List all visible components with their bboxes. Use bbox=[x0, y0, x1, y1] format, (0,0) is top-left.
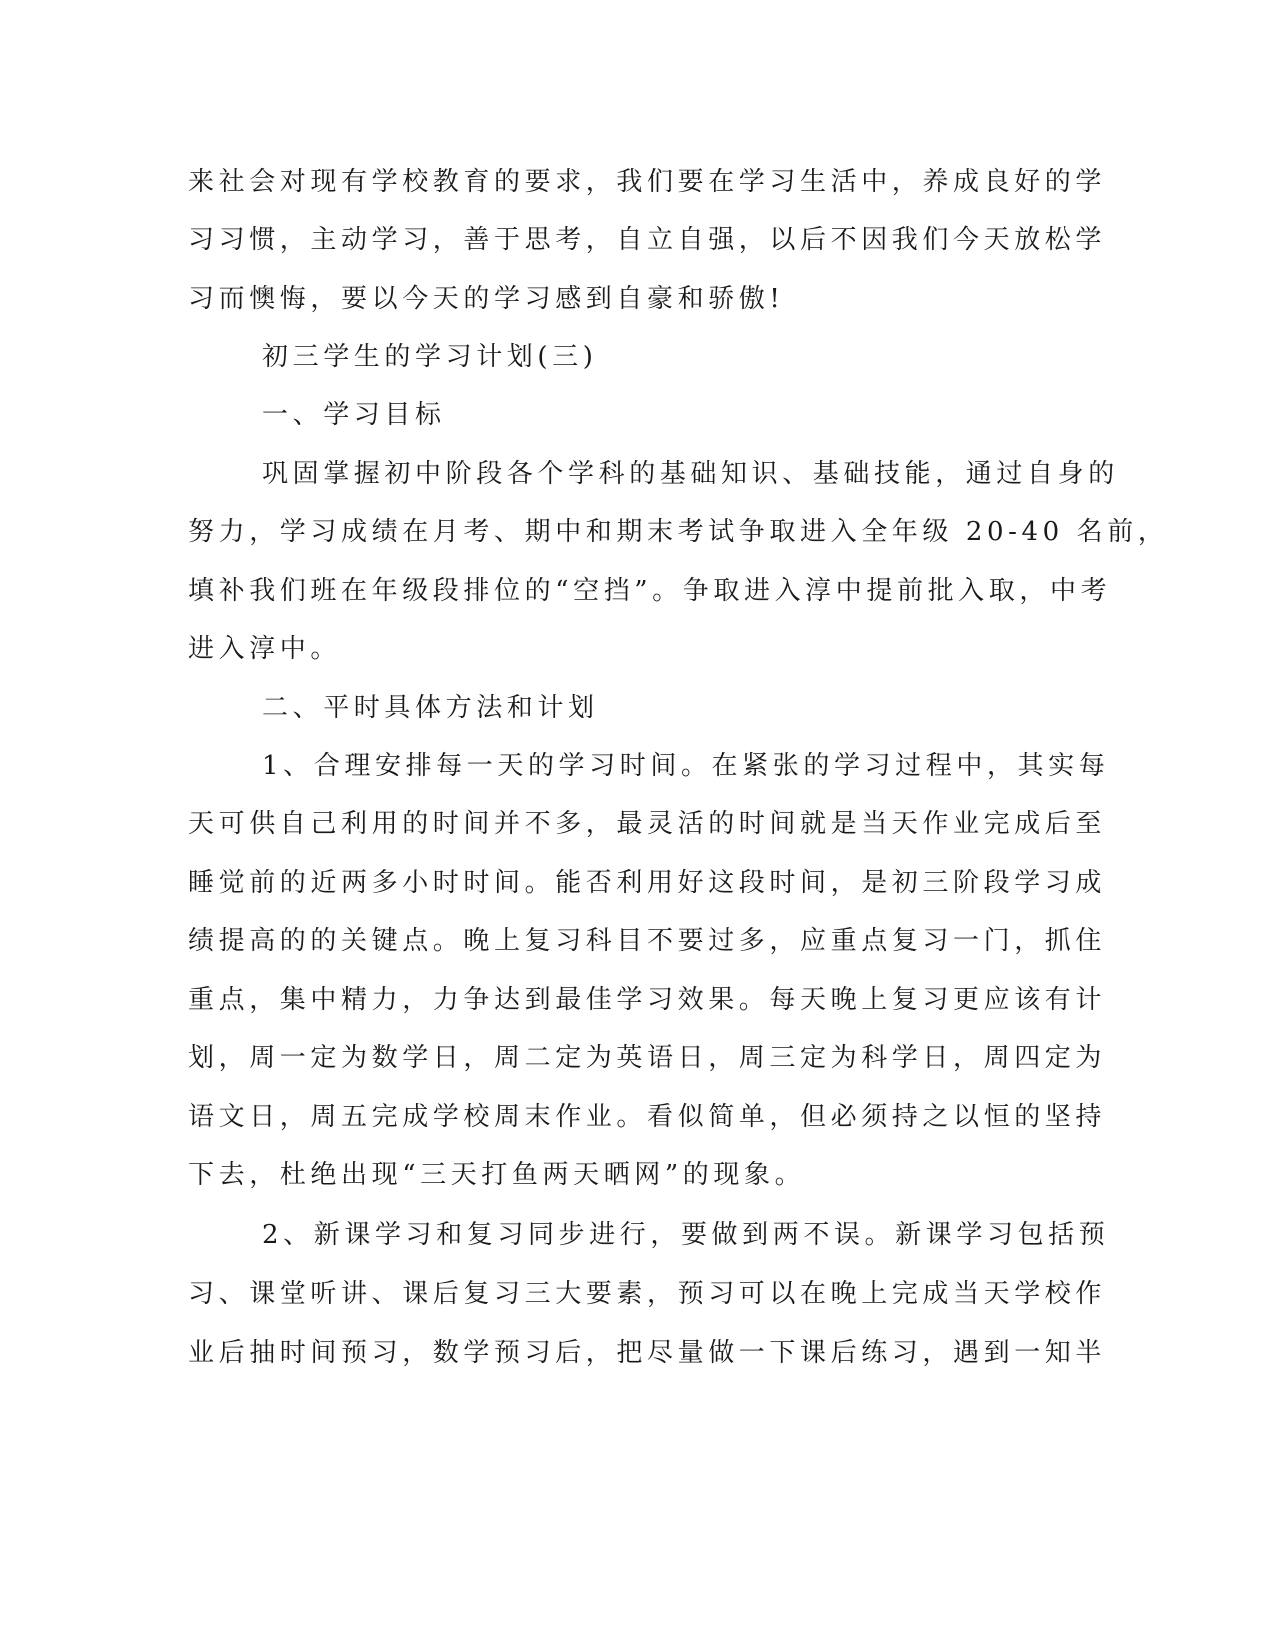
text-line: 努力，学习成绩在月考、期中和期末考试争取进入全年级 20-40 名前， bbox=[188, 517, 1169, 547]
section-title: 初三学生的学习计划(三) bbox=[262, 342, 598, 372]
text-line: 进入淳中。 bbox=[188, 634, 342, 664]
text-line: 习习惯，主动学习，善于思考，自立自强，以后不因我们今天放松学 bbox=[188, 225, 1107, 255]
text-line: 业后抽时间预习，数学预习后，把尽量做一下课后练习，遇到一知半 bbox=[188, 1338, 1107, 1368]
text-line: 来社会对现有学校教育的要求，我们要在学习生活中，养成良好的学 bbox=[188, 167, 1107, 197]
text-line: 2、新课学习和复习同步进行，要做到两不误。新课学习包括预 bbox=[262, 1220, 1110, 1250]
text-line: 下去，杜绝出现“三天打鱼两天晒网”的现象。 bbox=[188, 1160, 806, 1190]
text-line: 1、合理安排每一天的学习时间。在紧张的学习过程中，其实每 bbox=[262, 751, 1110, 781]
text-line: 睡觉前的近两多小时时间。能否利用好这段时间，是初三阶段学习成 bbox=[188, 868, 1107, 898]
text-line: 重点，集中精力，力争达到最佳学习效果。每天晚上复习更应该有计 bbox=[188, 985, 1107, 1015]
text-line: 习而懊悔，要以今天的学习感到自豪和骄傲! bbox=[188, 284, 785, 314]
text-line: 填补我们班在年级段排位的“空挡”。争取进入淳中提前批入取，中考 bbox=[188, 576, 1112, 606]
text-line: 习、课堂听讲、课后复习三大要素，预习可以在晚上完成当天学校作 bbox=[188, 1279, 1107, 1309]
text-line: 划，周一定为数学日，周二定为英语日，周三定为科学日，周四定为 bbox=[188, 1043, 1107, 1073]
text-line: 巩固掌握初中阶段各个学科的基础知识、基础技能，通过自身的 bbox=[262, 459, 1119, 489]
section-heading: 一、学习目标 bbox=[262, 400, 446, 430]
text-line: 语文日，周五完成学校周末作业。看似简单，但必须持之以恒的坚持 bbox=[188, 1102, 1107, 1132]
section-heading: 二、平时具体方法和计划 bbox=[262, 693, 599, 723]
text-line: 天可供自己利用的时间并不多，最灵活的时间就是当天作业完成后至 bbox=[188, 809, 1107, 839]
text-line: 绩提高的的关键点。晚上复习科目不要过多，应重点复习一门，抓住 bbox=[188, 926, 1107, 956]
